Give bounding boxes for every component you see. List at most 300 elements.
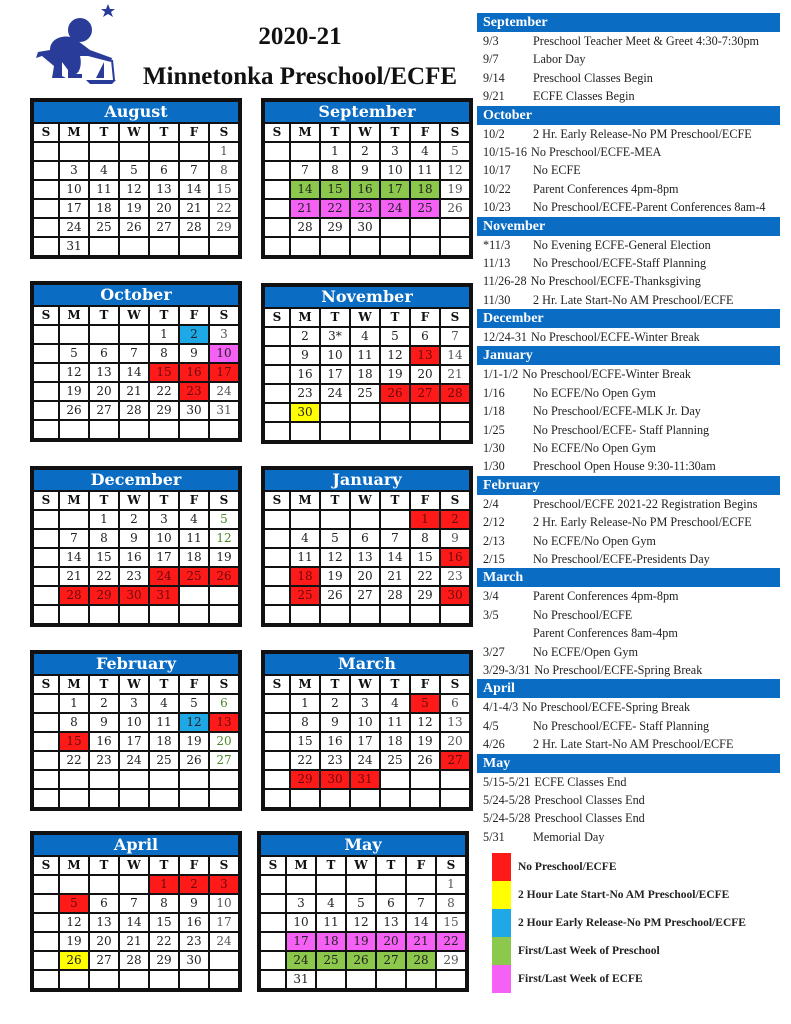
empty-cell bbox=[265, 530, 289, 547]
weekday-header: M bbox=[291, 676, 319, 693]
day-cell: 29 bbox=[437, 952, 465, 969]
day-cell: 17 bbox=[210, 914, 238, 931]
day-cell: 15 bbox=[291, 733, 319, 750]
day-cell: 26 bbox=[411, 752, 439, 769]
day-cell: 11 bbox=[291, 549, 319, 566]
weekday-header: S bbox=[34, 676, 58, 693]
event-text: No ECFE/Open Gym bbox=[533, 644, 638, 659]
empty-cell bbox=[90, 238, 118, 255]
event-text: 2 Hr. Late Start-No AM Preschool/ECFE bbox=[533, 292, 734, 307]
day-cell: 12 bbox=[411, 714, 439, 731]
event-section-header: February bbox=[477, 476, 780, 495]
month-title: January bbox=[265, 470, 469, 490]
event-row bbox=[477, 236, 780, 254]
day-cell: 24 bbox=[287, 952, 315, 969]
weekday-header: W bbox=[120, 307, 148, 324]
event-row bbox=[477, 550, 780, 568]
day-cell: 6 bbox=[90, 895, 118, 912]
day-cell: 13 bbox=[90, 364, 118, 381]
day-cell: 22 bbox=[60, 752, 88, 769]
empty-cell bbox=[60, 421, 88, 438]
day-cell: 8 bbox=[210, 162, 238, 179]
empty-cell bbox=[150, 606, 178, 623]
legend-item-no-school bbox=[492, 853, 782, 881]
day-cell: 22 bbox=[321, 200, 349, 217]
empty-cell bbox=[34, 143, 58, 160]
empty-cell bbox=[351, 238, 379, 255]
empty-cell bbox=[150, 421, 178, 438]
day-cell: 20 bbox=[351, 568, 379, 585]
event-text: Preschool Classes End bbox=[534, 792, 645, 807]
weekday-header: T bbox=[321, 309, 349, 326]
day-cell: 15 bbox=[210, 181, 238, 198]
weekday-header: M bbox=[60, 307, 88, 324]
weekday-header: T bbox=[90, 124, 118, 141]
day-cell: 5 bbox=[120, 162, 148, 179]
day-cell: 26 bbox=[60, 402, 88, 419]
empty-cell bbox=[261, 895, 285, 912]
day-cell: 17 bbox=[60, 200, 88, 217]
weekday-header: T bbox=[150, 492, 178, 509]
day-cell: 21 bbox=[407, 933, 435, 950]
empty-cell bbox=[60, 876, 88, 893]
day-cell: 12 bbox=[381, 347, 409, 364]
day-cell: 28 bbox=[120, 952, 148, 969]
day-cell: 29 bbox=[411, 587, 439, 604]
empty-cell bbox=[60, 326, 88, 343]
weekday-header: W bbox=[351, 492, 379, 509]
calendar-grid bbox=[34, 676, 238, 807]
day-cell: 7 bbox=[120, 345, 148, 362]
month-title: March bbox=[265, 654, 469, 674]
event-date: 1/25 bbox=[483, 422, 505, 437]
day-cell: 22 bbox=[291, 752, 319, 769]
day-cell: 7 bbox=[407, 895, 435, 912]
empty-cell bbox=[180, 771, 208, 788]
calendar-grid bbox=[265, 492, 469, 623]
day-cell: 30 bbox=[120, 587, 148, 604]
empty-cell bbox=[265, 790, 289, 807]
empty-cell bbox=[34, 771, 58, 788]
empty-cell bbox=[411, 771, 439, 788]
weekday-header: S bbox=[210, 857, 238, 874]
day-cell: 8 bbox=[411, 530, 439, 547]
day-cell: 20 bbox=[441, 733, 469, 750]
day-cell: 27 bbox=[377, 952, 405, 969]
event-text: Labor Day bbox=[533, 52, 586, 67]
day-cell: 24 bbox=[210, 933, 238, 950]
day-cell: 11 bbox=[180, 530, 208, 547]
weekday-header: S bbox=[34, 857, 58, 874]
calendar-may bbox=[257, 831, 469, 992]
calendar-january bbox=[261, 466, 473, 627]
weekday-header: F bbox=[180, 307, 208, 324]
day-cell: 6 bbox=[377, 895, 405, 912]
day-cell: 12 bbox=[60, 914, 88, 931]
empty-cell bbox=[411, 606, 439, 623]
day-cell: 10 bbox=[351, 714, 379, 731]
event-section-header: March bbox=[477, 568, 780, 587]
day-cell: 4 bbox=[291, 530, 319, 547]
day-cell: 4 bbox=[351, 328, 379, 345]
day-cell: 21 bbox=[180, 200, 208, 217]
weekday-header: M bbox=[60, 676, 88, 693]
event-date bbox=[483, 624, 533, 642]
calendar-february bbox=[30, 650, 242, 811]
day-cell: 28 bbox=[441, 385, 469, 402]
empty-cell bbox=[291, 143, 319, 160]
empty-cell bbox=[120, 238, 148, 255]
empty-cell bbox=[180, 238, 208, 255]
day-cell: 8 bbox=[150, 345, 178, 362]
empty-cell bbox=[120, 971, 148, 988]
weekday-header: S bbox=[265, 309, 289, 326]
day-cell: 3 bbox=[150, 511, 178, 528]
day-cell: 30 bbox=[321, 771, 349, 788]
weekday-header: F bbox=[411, 492, 439, 509]
event-text: No ECFE bbox=[533, 163, 581, 178]
day-cell: 14 bbox=[291, 181, 319, 198]
day-cell: 22 bbox=[411, 568, 439, 585]
empty-cell bbox=[90, 421, 118, 438]
calendar-grid bbox=[265, 309, 469, 440]
empty-cell bbox=[291, 238, 319, 255]
event-text: No Preschool/ECFE-Winter Break bbox=[531, 330, 700, 345]
empty-cell bbox=[265, 238, 289, 255]
empty-cell bbox=[265, 549, 289, 566]
weekday-header: M bbox=[60, 857, 88, 874]
event-row bbox=[477, 365, 780, 383]
day-cell: 25 bbox=[90, 219, 118, 236]
event-text: No Preschool/ECFE- Staff Planning bbox=[533, 422, 710, 437]
empty-cell bbox=[34, 971, 58, 988]
event-text: No Preschool/ECFE-Spring Break bbox=[522, 700, 691, 715]
day-cell: 1 bbox=[437, 876, 465, 893]
empty-cell bbox=[291, 423, 319, 440]
day-cell: 8 bbox=[321, 162, 349, 179]
weekday-header: F bbox=[411, 676, 439, 693]
day-cell: 7 bbox=[180, 162, 208, 179]
weekday-header: T bbox=[150, 857, 178, 874]
empty-cell bbox=[407, 971, 435, 988]
month-title: August bbox=[34, 102, 238, 122]
day-cell: 16 bbox=[321, 733, 349, 750]
day-cell: 15 bbox=[150, 914, 178, 931]
day-cell: 16 bbox=[180, 364, 208, 381]
day-cell: 18 bbox=[351, 366, 379, 383]
day-cell: 17 bbox=[210, 364, 238, 381]
weekday-header: T bbox=[150, 124, 178, 141]
event-date: 10/17 bbox=[483, 163, 511, 178]
empty-cell bbox=[34, 568, 58, 585]
legend-item-preschool-week bbox=[492, 937, 782, 965]
day-cell: 1 bbox=[321, 143, 349, 160]
event-row bbox=[477, 439, 780, 457]
empty-cell bbox=[291, 606, 319, 623]
empty-cell bbox=[265, 695, 289, 712]
day-cell: 9 bbox=[321, 714, 349, 731]
legend-swatch-blue bbox=[492, 909, 511, 937]
day-cell: 15 bbox=[150, 364, 178, 381]
weekday-header: T bbox=[381, 309, 409, 326]
day-cell: 21 bbox=[441, 366, 469, 383]
day-cell: 19 bbox=[120, 200, 148, 217]
day-cell: 8 bbox=[437, 895, 465, 912]
empty-cell bbox=[34, 511, 58, 528]
child-sailboat-logo-icon bbox=[28, 0, 128, 90]
empty-cell bbox=[381, 238, 409, 255]
day-cell: 8 bbox=[90, 530, 118, 547]
day-cell: 24 bbox=[321, 385, 349, 402]
empty-cell bbox=[265, 771, 289, 788]
day-cell: 20 bbox=[210, 733, 238, 750]
event-section-header: December bbox=[477, 309, 780, 328]
weekday-header: F bbox=[407, 857, 435, 874]
event-row bbox=[477, 125, 780, 143]
empty-cell bbox=[120, 876, 148, 893]
event-text: Preschool Teacher Meet & Greet 4:30-7:30pm bbox=[533, 34, 760, 48]
empty-cell bbox=[265, 385, 289, 402]
event-row bbox=[477, 161, 780, 179]
empty-cell bbox=[347, 876, 375, 893]
day-cell: 9 bbox=[180, 345, 208, 362]
event-date: 9/14 bbox=[483, 70, 505, 85]
weekday-header: S bbox=[210, 307, 238, 324]
day-cell: 1 bbox=[210, 143, 238, 160]
month-title: February bbox=[34, 654, 238, 674]
weekday-header: W bbox=[351, 124, 379, 141]
empty-cell bbox=[90, 606, 118, 623]
empty-cell bbox=[180, 790, 208, 807]
empty-cell bbox=[411, 238, 439, 255]
day-cell: 29 bbox=[210, 219, 238, 236]
day-cell: 22 bbox=[90, 568, 118, 585]
empty-cell bbox=[90, 790, 118, 807]
legend-swatch-red bbox=[492, 853, 511, 881]
empty-cell bbox=[60, 606, 88, 623]
day-cell: 6 bbox=[411, 328, 439, 345]
empty-cell bbox=[351, 423, 379, 440]
weekday-header: S bbox=[265, 124, 289, 141]
event-row bbox=[477, 495, 780, 513]
day-cell: 26 bbox=[60, 952, 88, 969]
empty-cell bbox=[265, 181, 289, 198]
calendar-november bbox=[261, 283, 473, 444]
day-cell: 29 bbox=[321, 219, 349, 236]
empty-cell bbox=[265, 733, 289, 750]
day-cell: 29 bbox=[150, 402, 178, 419]
event-row bbox=[477, 50, 780, 68]
day-cell: 3* bbox=[321, 328, 349, 345]
day-cell: 22 bbox=[150, 933, 178, 950]
day-cell: 10 bbox=[287, 914, 315, 931]
day-cell: 1 bbox=[291, 695, 319, 712]
empty-cell bbox=[34, 530, 58, 547]
empty-cell bbox=[90, 971, 118, 988]
weekday-header: M bbox=[291, 124, 319, 141]
event-row bbox=[477, 532, 780, 550]
event-date: 3/27 bbox=[483, 644, 505, 659]
event-row bbox=[477, 457, 780, 475]
empty-cell bbox=[34, 695, 58, 712]
day-cell: 14 bbox=[407, 914, 435, 931]
day-cell: 18 bbox=[291, 568, 319, 585]
empty-cell bbox=[407, 876, 435, 893]
calendar-grid bbox=[34, 124, 238, 255]
day-cell: 16 bbox=[351, 181, 379, 198]
event-row bbox=[477, 809, 780, 827]
day-cell: 23 bbox=[90, 752, 118, 769]
empty-cell bbox=[265, 423, 289, 440]
event-row bbox=[477, 735, 780, 753]
empty-cell bbox=[180, 587, 208, 604]
empty-cell bbox=[321, 423, 349, 440]
empty-cell bbox=[180, 971, 208, 988]
legend-item-early-release bbox=[492, 909, 782, 937]
event-text: ECFE Classes End bbox=[534, 774, 627, 789]
event-row bbox=[477, 643, 780, 661]
empty-cell bbox=[351, 790, 379, 807]
day-cell: 3 bbox=[381, 143, 409, 160]
empty-cell bbox=[265, 404, 289, 421]
day-cell: 22 bbox=[210, 200, 238, 217]
day-cell: 3 bbox=[210, 326, 238, 343]
day-cell: 3 bbox=[287, 895, 315, 912]
day-cell: 1 bbox=[411, 511, 439, 528]
event-date: 2/12 bbox=[483, 515, 505, 530]
day-cell: 22 bbox=[150, 383, 178, 400]
event-text: Preschool Open House 9:30-11:30am bbox=[533, 459, 716, 474]
event-text: No Preschool/ECFE-Parent Conferences 8am-4 bbox=[533, 200, 766, 215]
day-cell: 21 bbox=[60, 568, 88, 585]
weekday-header: S bbox=[441, 676, 469, 693]
legend-label: First/Last Week of Preschool bbox=[518, 945, 660, 957]
empty-cell bbox=[381, 219, 409, 236]
day-cell: 6 bbox=[210, 695, 238, 712]
empty-cell bbox=[150, 771, 178, 788]
day-cell: 2 bbox=[180, 876, 208, 893]
event-text: No Preschool/ECFE-Presidents Day bbox=[533, 551, 710, 566]
empty-cell bbox=[90, 143, 118, 160]
empty-cell bbox=[265, 200, 289, 217]
day-cell: 3 bbox=[60, 162, 88, 179]
empty-cell bbox=[210, 421, 238, 438]
day-cell: 27 bbox=[90, 952, 118, 969]
day-cell: 23 bbox=[291, 385, 319, 402]
event-row bbox=[477, 328, 780, 346]
empty-cell bbox=[34, 895, 58, 912]
title-name: Minnetonka Preschool/ECFE bbox=[142, 63, 458, 90]
day-cell: 11 bbox=[90, 181, 118, 198]
empty-cell bbox=[265, 714, 289, 731]
weekday-header: F bbox=[180, 492, 208, 509]
event-row bbox=[477, 402, 780, 420]
day-cell: 27 bbox=[441, 752, 469, 769]
day-cell: 12 bbox=[60, 364, 88, 381]
day-cell: 11 bbox=[411, 162, 439, 179]
empty-cell bbox=[411, 404, 439, 421]
day-cell: 21 bbox=[120, 383, 148, 400]
empty-cell bbox=[265, 587, 289, 604]
event-text: No Preschool/ECFE- Staff Planning bbox=[533, 718, 710, 733]
weekday-header: W bbox=[120, 124, 148, 141]
event-row bbox=[477, 698, 780, 716]
event-text: Parent Conferences 8am-4pm bbox=[533, 626, 678, 641]
day-cell: 17 bbox=[287, 933, 315, 950]
day-cell: 10 bbox=[321, 347, 349, 364]
day-cell: 6 bbox=[441, 695, 469, 712]
weekday-header: T bbox=[377, 857, 405, 874]
empty-cell bbox=[261, 914, 285, 931]
event-row bbox=[477, 661, 780, 679]
empty-cell bbox=[411, 423, 439, 440]
empty-cell bbox=[317, 876, 345, 893]
day-cell: 31 bbox=[150, 587, 178, 604]
day-cell: 18 bbox=[381, 733, 409, 750]
calendar-march bbox=[261, 650, 473, 811]
event-text: No Preschool/ECFE-Spring Break bbox=[534, 662, 703, 677]
event-row bbox=[477, 291, 780, 309]
empty-cell bbox=[265, 162, 289, 179]
empty-cell bbox=[441, 423, 469, 440]
day-cell: 8 bbox=[60, 714, 88, 731]
event-date: 10/22 bbox=[483, 181, 511, 196]
day-cell: 8 bbox=[150, 895, 178, 912]
empty-cell bbox=[347, 971, 375, 988]
empty-cell bbox=[34, 364, 58, 381]
event-row bbox=[477, 717, 780, 735]
day-cell: 26 bbox=[441, 200, 469, 217]
empty-cell bbox=[441, 771, 469, 788]
day-cell: 9 bbox=[120, 530, 148, 547]
day-cell: 22 bbox=[437, 933, 465, 950]
day-cell: 23 bbox=[180, 383, 208, 400]
event-text: 2 Hr. Late Start-No AM Preschool/ECFE bbox=[533, 737, 734, 752]
day-cell: 25 bbox=[411, 200, 439, 217]
day-cell: 19 bbox=[60, 383, 88, 400]
weekday-header: M bbox=[291, 309, 319, 326]
empty-cell bbox=[321, 511, 349, 528]
event-text: No Preschool/ECFE-MEA bbox=[531, 144, 662, 159]
event-date: 3/4 bbox=[483, 589, 499, 604]
month-title: September bbox=[265, 102, 469, 122]
weekday-header: F bbox=[411, 124, 439, 141]
day-cell: 24 bbox=[210, 383, 238, 400]
day-cell: 26 bbox=[321, 587, 349, 604]
event-text: No ECFE/No Open Gym bbox=[533, 441, 656, 456]
day-cell: 15 bbox=[90, 549, 118, 566]
empty-cell bbox=[210, 971, 238, 988]
event-date: 10/2 bbox=[483, 126, 505, 141]
empty-cell bbox=[351, 404, 379, 421]
empty-cell bbox=[34, 733, 58, 750]
day-cell: 28 bbox=[407, 952, 435, 969]
day-cell: 20 bbox=[411, 366, 439, 383]
calendar-grid bbox=[265, 124, 469, 255]
event-date: 9/3 bbox=[483, 34, 499, 48]
event-row bbox=[477, 513, 780, 531]
day-cell: 12 bbox=[347, 914, 375, 931]
day-cell: 13 bbox=[150, 181, 178, 198]
empty-cell bbox=[180, 606, 208, 623]
empty-cell bbox=[377, 876, 405, 893]
empty-cell bbox=[120, 790, 148, 807]
empty-cell bbox=[34, 606, 58, 623]
day-cell: 27 bbox=[210, 752, 238, 769]
day-cell: 19 bbox=[60, 933, 88, 950]
day-cell: 5 bbox=[180, 695, 208, 712]
day-cell: 4 bbox=[90, 162, 118, 179]
